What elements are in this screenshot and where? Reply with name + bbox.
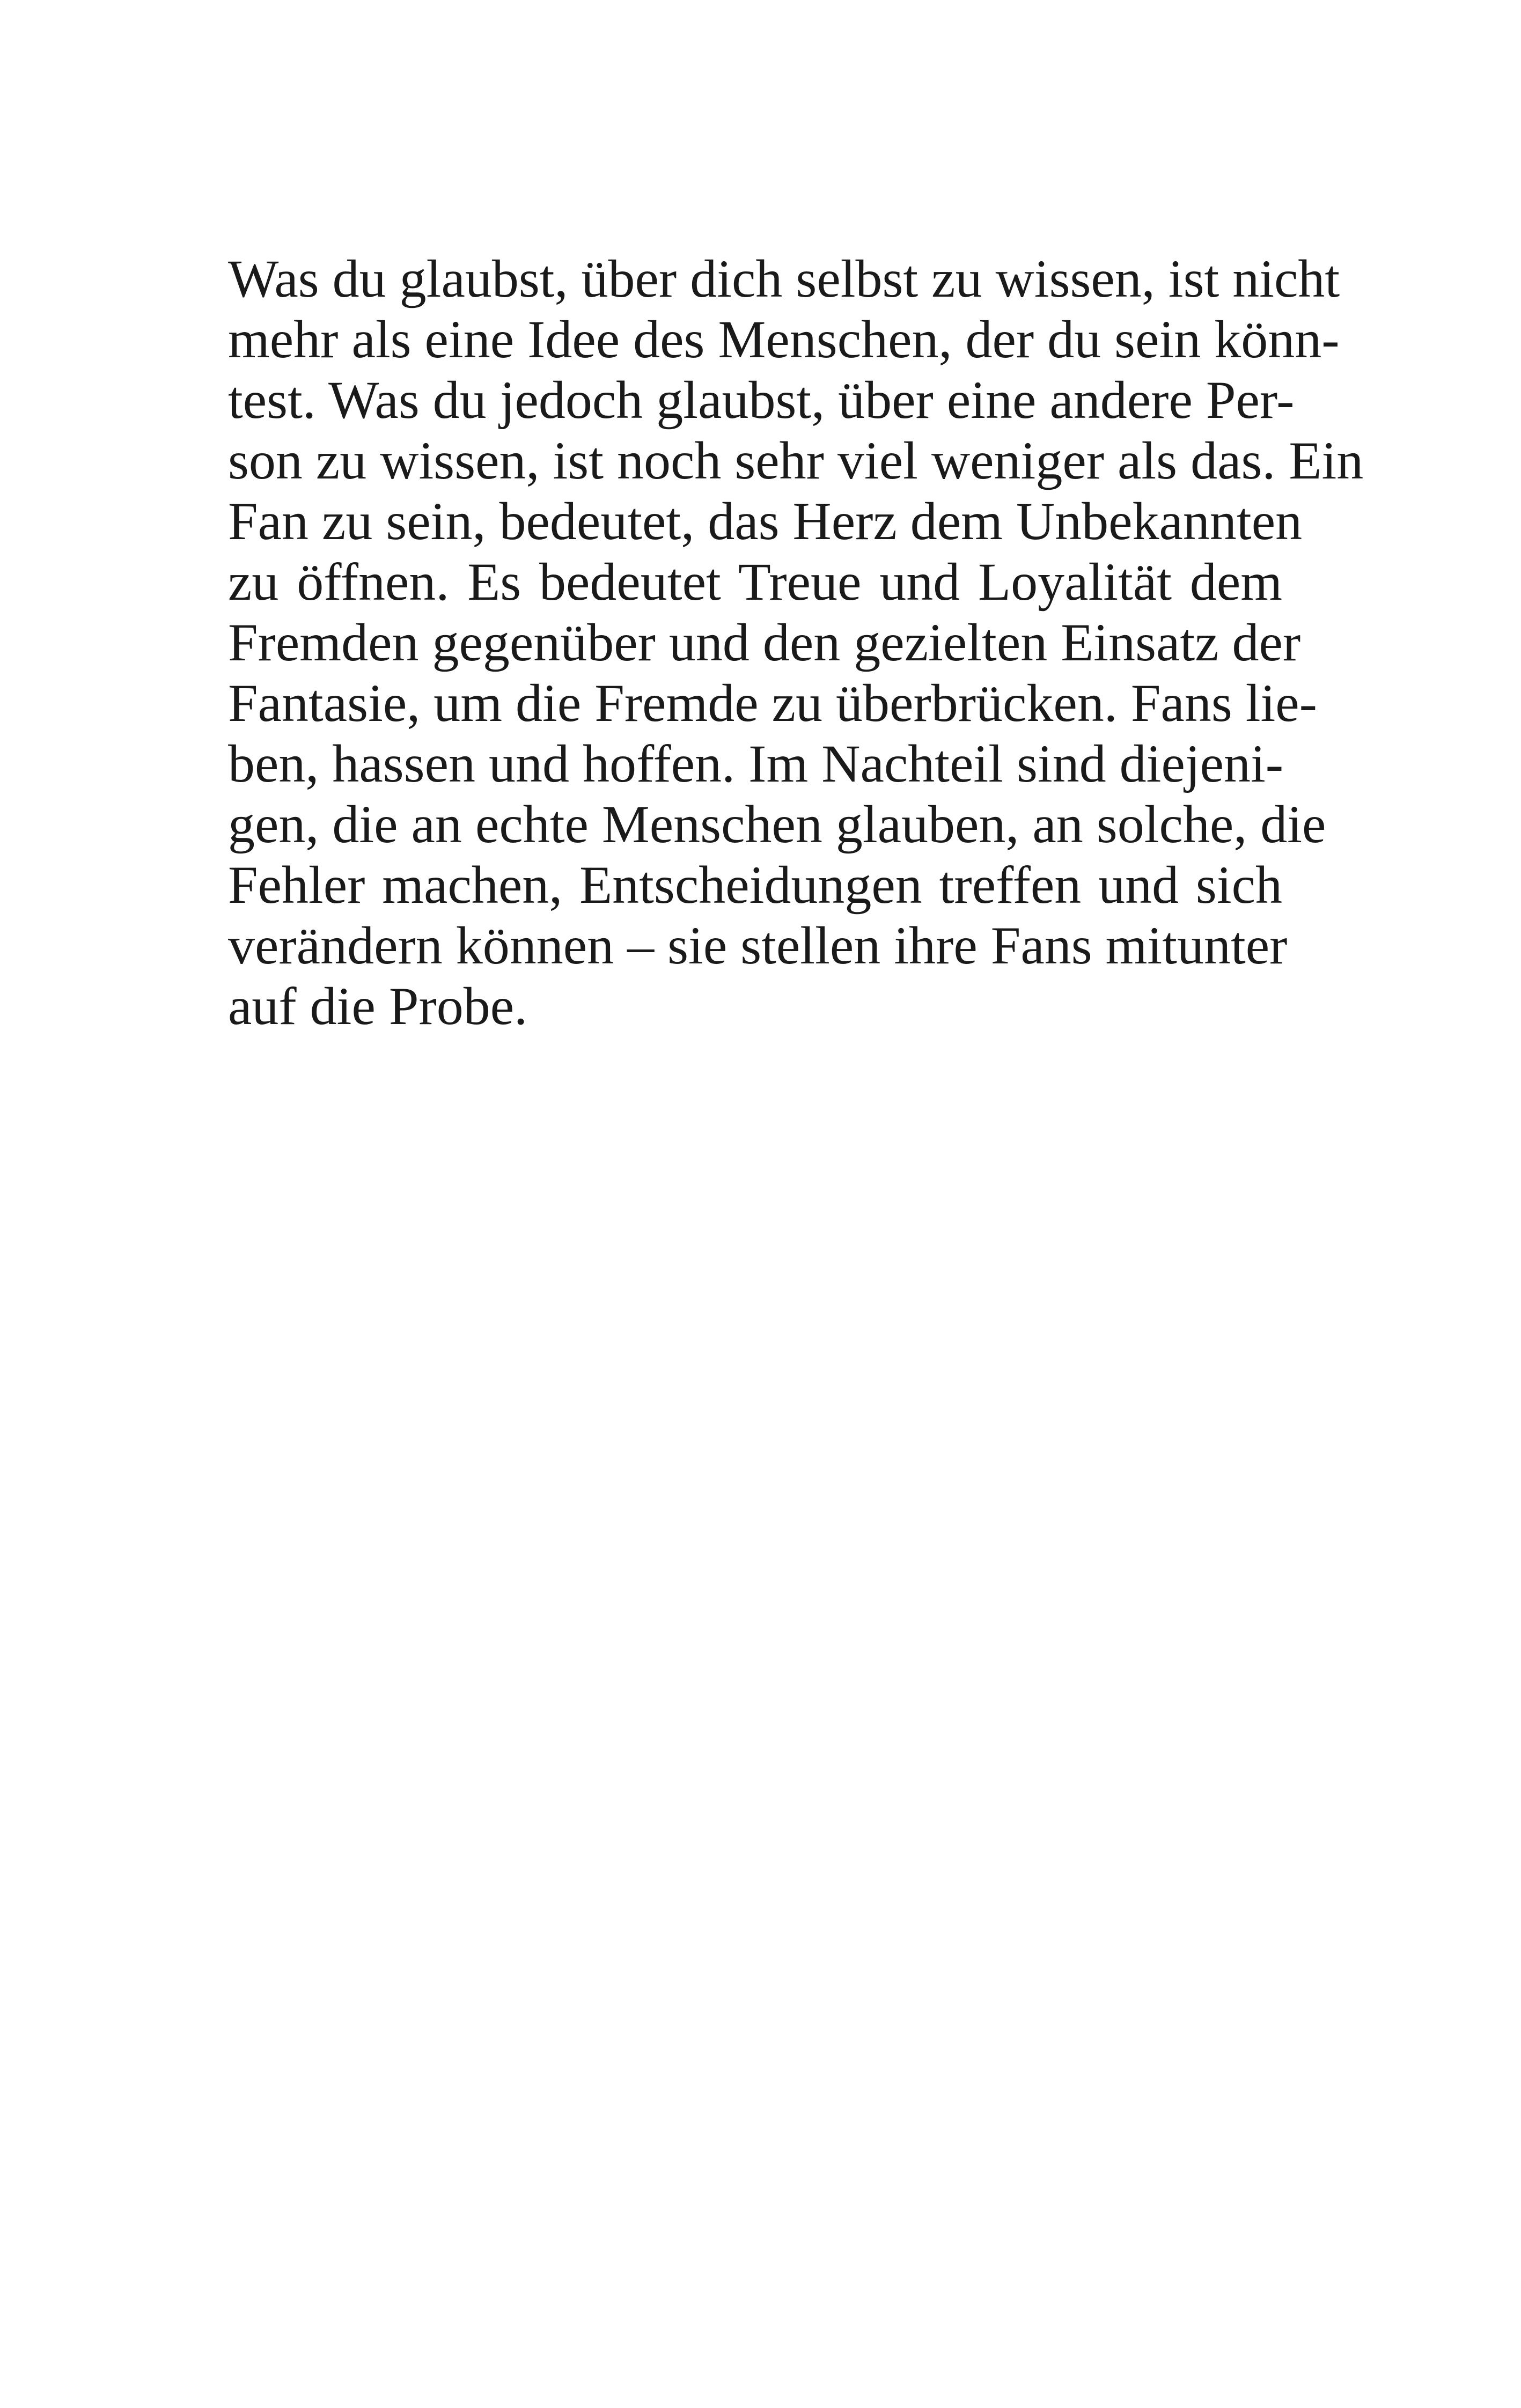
body-paragraph — [228, 248, 1364, 1036]
paragraph-line: Fantasie, um die Fremde zu überbrücken. Fans lie- — [228, 673, 1317, 733]
paragraph-line: verändern können – sie stellen ihre Fans mitunter — [228, 916, 1288, 975]
paragraph-line: Fremden gegenüber und den gezielten Einsatz der — [228, 613, 1301, 672]
paragraph-line: son zu wissen, ist noch sehr viel weniger als das. Ein — [228, 431, 1364, 490]
paragraph-line: Fehler machen, Entscheidungen treffen und sich — [228, 855, 1282, 915]
paragraph-line: Fan zu sein, bedeutet, das Herz dem Unbekannten — [228, 491, 1303, 551]
paragraph-line: gen, die an echte Menschen glauben, an solche, die — [228, 794, 1326, 854]
paragraph-line: zu öffnen. Es bedeutet Treue und Loyalität dem — [228, 552, 1282, 612]
paragraph-line: ben, hassen und hoffen. Im Nachteil sind diejeni- — [228, 734, 1284, 793]
paragraph-line: Was du glaubst, über dich selbst zu wissen, ist nicht — [228, 249, 1340, 308]
paragraph-line: mehr als eine Idee des Menschen, der du sein könn- — [228, 310, 1340, 369]
paragraph-line: test. Was du jedoch glaubst, über eine andere Per- — [228, 370, 1295, 430]
paragraph-line-last: auf die Probe. — [228, 976, 528, 1036]
